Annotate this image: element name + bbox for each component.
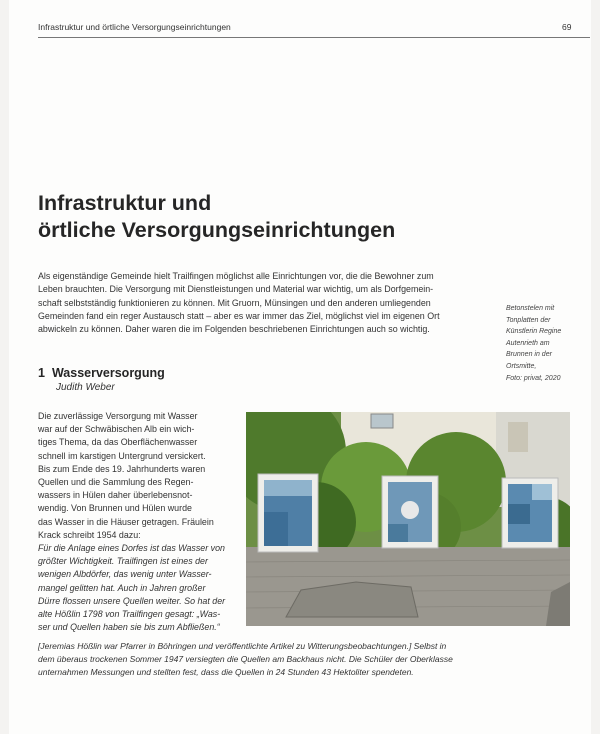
quote-line: Dürre flossen unsere Quellen weiter. So hat der [38, 595, 226, 606]
intro-paragraph [38, 270, 500, 336]
running-head: Infrastruktur und örtliche Versorgungseinrichtungen [38, 22, 231, 32]
quote-line: wenigen Albdörfer, das wenig unter Wasser- [38, 569, 212, 580]
body-line: wendig. Von Brunnen und Hülen wurde [38, 503, 192, 514]
body-line: das Wasser in die Häuser getragen. Fräulein [38, 516, 214, 527]
section-author: Judith Weber [56, 382, 115, 393]
body-line: wassers in Hülen daher überlebensnot- [38, 490, 193, 501]
chapter-title-line: Infrastruktur und [38, 191, 212, 215]
body-line: war auf der Schwäbischen Alb ein wich- [38, 424, 195, 435]
body-line: Krack schreibt 1954 dazu: [38, 529, 141, 540]
caption-line: Foto: privat, 2020 [506, 374, 561, 382]
intro-line: Gemeinden fand ein reger Austausch statt – aber es war immer das Ziel, möglichst viel im eigenen Ort [38, 310, 440, 321]
caption-line: Betonstelen mit [506, 305, 555, 312]
bottom-paragraph [38, 640, 568, 680]
header-rule [38, 37, 590, 38]
quote-line: größter Wichtigkeit. Trailfingen ist eines der [38, 556, 208, 567]
quote-line: ser und Quellen haben sie bis zum Abfließen.“ [38, 622, 220, 633]
bottom-line: unternahmen Messungen und stellten fest, dass die Quellen in 24 Stunden 43 Hektoliter spendeten. [38, 667, 414, 678]
intro-line: Leben brauchten. Die Versorgung mit Dienstleistungen und Material war wichtig, um als Dorfgemein- [38, 284, 434, 295]
intro-line: abwickeln zu können. Daher waren die im Folgenden beschriebenen Einrichtungen auch so wichtig. [38, 324, 430, 335]
caption-line: Autenrieth am [506, 339, 550, 347]
quote-line: Für die Anlage eines Dorfes ist das Wasser von [38, 543, 225, 554]
section-title: Wasserversorgung [51, 366, 165, 380]
fountain-photo-illustration [246, 412, 570, 626]
quote-line: mangel gelitten hat. Auch in Jahren großer [38, 582, 206, 593]
body-column [38, 410, 243, 634]
section-heading [38, 366, 165, 380]
fountain-photo [246, 412, 570, 626]
intro-line: Als eigenständige Gemeinde hielt Trailfingen möglichst alle Einrichtungen vor, die die Bewohner zum [38, 271, 434, 281]
caption-line: Künstlerin Regine [506, 328, 562, 336]
page-number: 69 [562, 22, 572, 32]
bottom-line: dem überaus trockenen Sommer 1947 versiegten die Quellen am Backhaus nicht. Die Schüler der Oberklasse [38, 654, 453, 665]
caption-line: Ortsmitte, [506, 362, 537, 370]
body-line: Bis zum Ende des 19. Jahrhunderts waren [38, 463, 206, 474]
caption-line: Brunnen in der [506, 351, 552, 359]
intro-line: schaft selbstständig funktionieren zu können. Mit Gruorn, Münsingen und den anderen umliegenden [38, 297, 431, 308]
body-line: Die zuverlässige Versorgung mit Wasser [38, 411, 198, 421]
quote-line: alte Hößlin 1798 von Trailfingen gesagt: „Was- [38, 609, 221, 620]
chapter-title [38, 190, 395, 244]
body-line: schnell im karstigen Untergrund versickert. [38, 450, 206, 461]
body-line: Quellen und die Sammlung des Regen- [38, 477, 194, 488]
body-line: tiges Thema, da das Oberflächenwasser [38, 437, 198, 448]
caption-line: Tonplatten der [506, 316, 551, 324]
photo-caption [506, 303, 586, 384]
bottom-line: [Jeremias Hößlin war Pfarrer in Böhringen und veröffentlichte Artikel zu Witterungsbeobachtungen.] Selbst in [38, 641, 447, 651]
section-number: 1 [38, 366, 45, 380]
chapter-title-line: örtliche Versorgungseinrichtungen [38, 218, 396, 242]
